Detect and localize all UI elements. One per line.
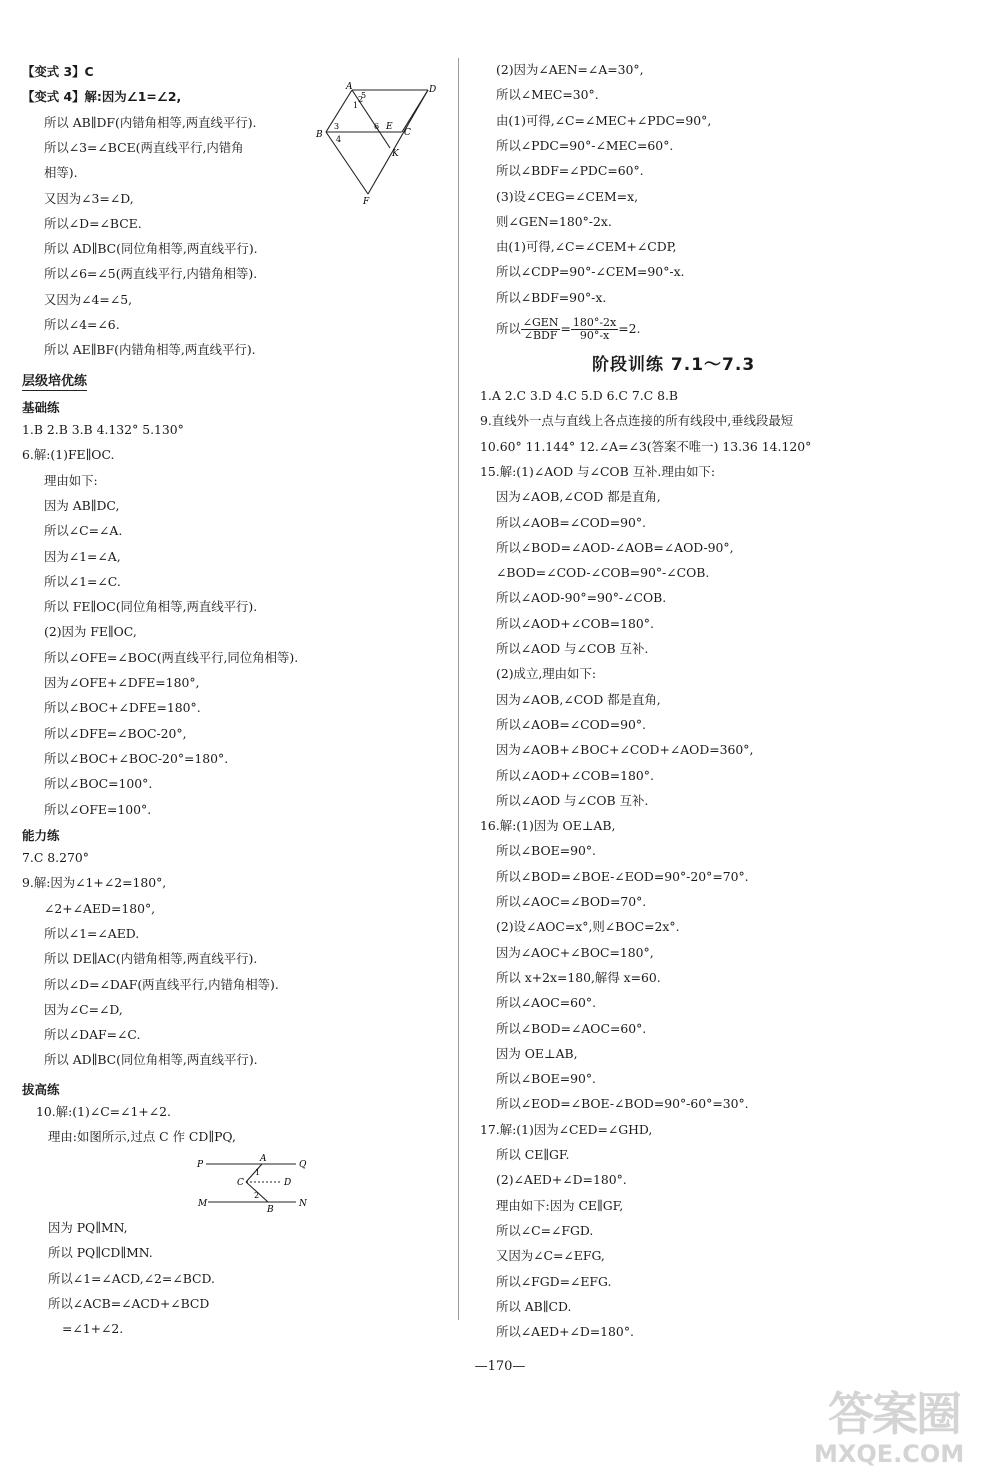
fraction-1-den: ∠BDF: [523, 329, 558, 342]
right-top-line: 所以∠PDC=90°-∠MEC=60°.: [496, 137, 674, 153]
stage-line: 所以∠AOD 与∠COB 互补.: [496, 792, 649, 808]
basic-line: 所以∠DFE=∠BOC-20°,: [44, 725, 187, 741]
fraction-prefix: 所以: [496, 321, 521, 336]
left-top-line: 所以∠6=∠5(两直线平行,内错角相等).: [44, 266, 258, 282]
left-top-line: 所以∠D=∠BCE.: [44, 215, 142, 231]
stage-title: 阶段训练 7.1～7.3: [592, 355, 756, 375]
left-top-line: 所以 AB∥DF(内错角相等,两直线平行).: [44, 114, 257, 130]
stage-line: 所以∠BOE=90°.: [496, 843, 596, 859]
stage-line: 1.A 2.C 3.D 4.C 5.D 6.C 7.C 8.B: [480, 388, 678, 403]
fig2-label-M: M: [198, 1199, 208, 1209]
stage-line: 因为∠AOB,∠COD 都是直角,: [496, 691, 661, 707]
left-top-line: 又因为∠4=∠5,: [44, 291, 133, 307]
fraction-1: [521, 317, 561, 342]
fig1-label-C: C: [404, 128, 411, 138]
ability-line: 所以 AD∥BC(同位角相等,两直线平行).: [44, 1052, 258, 1068]
fig2-label-D: D: [284, 1178, 292, 1188]
advanced-line: 10.解:(1)∠C=∠1+∠2.: [36, 1104, 171, 1119]
watermark-logo: [804, 1378, 994, 1468]
basic-title: 基础练: [22, 400, 60, 415]
basic-line: 所以∠BOC+∠BOC-20°=180°.: [44, 750, 229, 766]
fig1-angle-4: 4: [336, 135, 342, 144]
stage-line: 所以∠BOD=∠BOE-∠EOD=90°-20°=70°.: [496, 868, 749, 884]
stage-line: 9.直线外一点与直线上各点连接的所有线段中,垂线段最短: [480, 413, 794, 429]
fraction-line: [496, 317, 640, 342]
stage-line: 所以 x+2x=180,解得 x=60.: [496, 969, 661, 985]
stage-line: 因为∠AOB+∠BOC+∠COD+∠AOD=360°,: [496, 742, 754, 758]
stage-line: 又因为∠C=∠EFG,: [496, 1248, 605, 1264]
stage-line: 所以∠AOC=60°.: [496, 995, 597, 1011]
stage-line: ∠BOD=∠COD-∠COB=90°-∠COB.: [496, 565, 710, 581]
stage-line: 所以∠AOB=∠COD=90°.: [496, 514, 646, 530]
stage-line: (2)设∠AOC=x°,则∠BOC=2x°.: [496, 919, 680, 935]
stage-line: 所以∠FGD=∠EFG.: [496, 1273, 612, 1289]
stage-line: 所以∠BOE=90°.: [496, 1071, 596, 1087]
advanced-line: 所以 PQ∥CD∥MN.: [48, 1245, 153, 1261]
page-number: —170—: [474, 1359, 526, 1374]
stage-line: 所以 CE∥GF.: [496, 1147, 570, 1162]
ability-line: 所以∠DAF=∠C.: [44, 1027, 141, 1043]
fig1-angle-5: 5: [361, 91, 367, 100]
stage-line: 所以∠AOB=∠COD=90°.: [496, 716, 646, 732]
left-top-line: 所以∠3=∠BCE(两直线平行,内错角: [44, 139, 244, 155]
left-top-line: 所以 AE∥BF(内错角相等,两直线平行).: [44, 342, 256, 358]
ability-line: 因为∠C=∠D,: [44, 1001, 123, 1017]
right-top-line: (3)设∠CEG=∠CEM=x,: [496, 188, 639, 204]
stage-line: 所以∠BOD=∠AOD-∠AOB=∠AOD-90°,: [496, 539, 734, 555]
basic-line: 所以 FE∥OC(同位角相等,两直线平行).: [44, 599, 258, 615]
fig1-label-F: F: [363, 197, 370, 207]
stage-line: 10.60° 11.144° 12.∠A=∠3(答案不唯一) 13.36 14.120°: [480, 438, 812, 454]
right-top-line: 所以∠BDF=∠PDC=60°.: [496, 163, 644, 179]
stage-line: 16.解:(1)因为 OE⊥AB,: [480, 818, 616, 834]
left-top-line: 所以 AD∥BC(同位角相等,两直线平行).: [44, 241, 258, 257]
stage-line: 所以∠BOD=∠AOC=60°.: [496, 1020, 647, 1036]
watermark-text: 答案圈: [828, 1387, 960, 1441]
stage-line: 所以∠AOC=∠BOD=70°.: [496, 894, 647, 909]
figure-parallel-lines: [196, 1152, 312, 1214]
stage-line: 因为 OE⊥AB,: [496, 1045, 578, 1061]
right-top-line: 由(1)可得,∠C=∠MEC+∠PDC=90°,: [496, 112, 712, 128]
watermark-url: MXQE.COM: [814, 1440, 965, 1468]
advanced-line: 所以∠1=∠ACD,∠2=∠BCD.: [48, 1270, 215, 1286]
fig2-label-N: N: [299, 1199, 307, 1209]
stage-line: 17.解:(1)因为∠CED=∠GHD,: [480, 1121, 653, 1137]
right-top-line: 所以∠BDF=90°-x.: [496, 289, 607, 305]
fig1-angle-3: 3: [334, 122, 340, 131]
fraction-2-num: 180°-2x: [572, 316, 617, 329]
stage-line: 所以∠AOD+∠COB=180°.: [496, 767, 654, 783]
left-top-line: 又因为∠3=∠D,: [44, 190, 134, 206]
ability-line: ∠2+∠AED=180°,: [44, 900, 156, 916]
fig2-label-B: B: [267, 1205, 274, 1214]
basic-line: 因为∠1=∠A,: [44, 548, 121, 564]
advanced-line: =∠1+∠2.: [62, 1321, 124, 1337]
fig2-label-P: P: [197, 1160, 204, 1170]
stage-line: 所以∠AOD-90°=90°-∠COB.: [496, 590, 667, 606]
fig2-label-C: C: [237, 1178, 244, 1188]
right-top-line: 则∠GEN=180°-2x.: [496, 213, 612, 229]
advanced-line: 因为 PQ∥MN,: [48, 1220, 128, 1235]
left-top-line: 【变式 4】解:因为∠1=∠2,: [22, 89, 182, 105]
basic-line: 因为 AB∥DC,: [44, 497, 120, 513]
basic-line: 所以∠BOC+∠DFE=180°.: [44, 700, 201, 716]
stage-line: 因为∠AOC+∠BOC=180°,: [496, 944, 654, 960]
ability-line: 所以 DE∥AC(内错角相等,两直线平行).: [44, 951, 258, 967]
fig2-angle-2: 2: [254, 1191, 260, 1200]
stage-line: (2)∠AED+∠D=180°.: [496, 1172, 627, 1188]
fig1-angle-1: 1: [353, 101, 359, 110]
ability-line: 7.C 8.270°: [22, 850, 89, 865]
fraction-eq: =: [560, 321, 571, 336]
figure-parallelogram: [312, 82, 442, 208]
fig2-label-A: A: [260, 1154, 267, 1164]
advanced-title: 拔高练: [22, 1082, 60, 1097]
fraction-1-num: ∠GEN: [522, 316, 559, 329]
basic-line: (2)因为 FE∥OC,: [44, 624, 137, 640]
right-top-line: 所以∠CDP=90°-∠CEM=90°-x.: [496, 264, 685, 280]
section-title: 层级培优练: [22, 370, 87, 391]
stage-line: 所以∠C=∠FGD.: [496, 1222, 594, 1238]
stage-line: 所以∠AOD+∠COB=180°.: [496, 615, 654, 631]
basic-line: 所以∠OFE=100°.: [44, 801, 152, 817]
basic-line: 因为∠OFE+∠DFE=180°,: [44, 675, 200, 690]
stage-line: 所以∠AOD 与∠COB 互补.: [496, 641, 649, 656]
fraction-2: [571, 317, 618, 342]
right-top-line: 由(1)可得,∠C=∠CEM+∠CDP,: [496, 239, 677, 255]
stage-line: (2)成立,理由如下:: [496, 666, 597, 682]
ability-line: 所以∠1=∠AED.: [44, 925, 140, 941]
stage-line: 所以∠EOD=∠BOE-∠BOD=90°-60°=30°.: [496, 1096, 749, 1112]
stage-line: 所以∠AED+∠D=180°.: [496, 1324, 634, 1340]
left-top-line: 相等).: [44, 165, 78, 181]
stage-line: 所以 AB∥CD.: [496, 1298, 572, 1314]
fraction-suffix: =2.: [618, 321, 641, 336]
left-top-line: 【变式 3】C: [22, 64, 94, 79]
stage-line: 理由如下:因为 CE∥GF,: [496, 1197, 624, 1213]
fig1-label-A: A: [346, 82, 353, 92]
stage-line: 因为∠AOB,∠COD 都是直角,: [496, 489, 661, 505]
advanced-line: 理由:如图所示,过点 C 作 CD∥PQ,: [48, 1129, 236, 1145]
advanced-line: 所以∠ACB=∠ACD+∠BCD: [48, 1295, 210, 1311]
fig1-label-E: E: [386, 122, 393, 132]
basic-line: 所以∠BOC=100°.: [44, 776, 153, 792]
fig1-label-K: K: [392, 149, 399, 159]
basic-line: 所以∠C=∠A.: [44, 523, 123, 539]
ability-line: 所以∠D=∠DAF(两直线平行,内错角相等).: [44, 976, 279, 992]
ability-line: 9.解:因为∠1+∠2=180°,: [22, 875, 167, 891]
right-top-line: 所以∠MEC=30°.: [496, 87, 599, 103]
fig1-angle-6: 6: [374, 122, 380, 131]
column-divider: [458, 58, 459, 1320]
left-top-line: 所以∠4=∠6.: [44, 317, 120, 332]
stage-line: 15.解:(1)∠AOD 与∠COB 互补.理由如下:: [480, 463, 716, 479]
basic-line: 所以∠OFE=∠BOC(两直线平行,同位角相等).: [44, 649, 299, 665]
basic-line: 6.解:(1)FE∥OC.: [22, 447, 115, 463]
basic-line: 所以∠1=∠C.: [44, 573, 121, 589]
fig1-label-B: B: [316, 130, 323, 140]
fig1-angle-2: 2: [358, 95, 364, 104]
fig2-label-Q: Q: [299, 1160, 307, 1170]
basic-line: 1.B 2.B 3.B 4.132° 5.130°: [22, 422, 184, 437]
right-top-line: (2)因为∠AEN=∠A=30°,: [496, 62, 644, 77]
fraction-2-den: 90°-x: [579, 329, 610, 342]
fig1-label-D: D: [429, 85, 437, 95]
ability-title: 能力练: [22, 828, 60, 843]
fig2-angle-1: 1: [255, 1168, 261, 1177]
basic-line: 理由如下:: [44, 472, 98, 488]
